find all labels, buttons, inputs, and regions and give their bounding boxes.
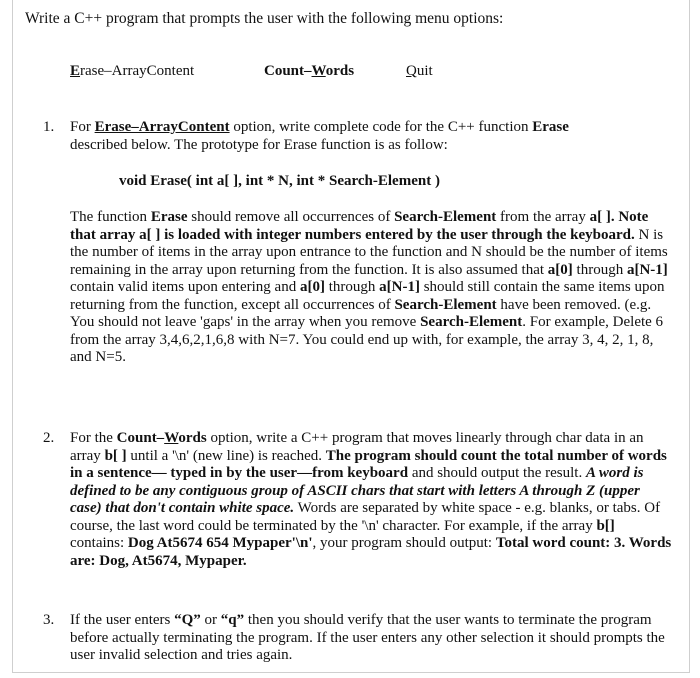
count-label-b: ords [325,63,355,79]
menu-option-count [264,63,354,80]
item1-intro: For Erase–ArrayContent option, write complete code for the C++ function Erase described below. The prototype for Erase function is as follow: [70,119,569,153]
count-words-description: For the Count–Words option, write a C++ program that moves linearly through char data in an array b[ ] until a '\n' (new line) is reached. The program should count the total number of words in a sentence— typed in by the user—from keyboard and should output the result. A word is defined to be any contiguous group of ASCII chars that start with letters A through Z (upper case) that don't contain white space. Words are separated by white space - e.g. blanks, or tabs. Of course, the last word could be terminated by the '\n' character. For example, if the array b[] contains: Dog At5674 654 Mypaper'\n', your program should output: Total word count: 3. Words are: Dog, At5674, Mypaper. [70,430,672,569]
erase-description: The function Erase should remove all occurrences of Search-Element from the array a[ ]. Note that array a[ ] is loaded with integer numbers entered by the user through the keyboard. N is the number of items in the array upon entrance to the function and N should be the number of items remaining in the array upon returning from the function. It is also assumed that a[0] through a[N-1] contain valid items upon entering and a[0] through a[N-1] should still contain the same items upon returning from the function, except all occurrences of Search-Element have been removed. (e.g. You should not leave 'gaps' in the array when you remove Search-Element. For example, Delete 6 from the array 3,4,6,2,1,6,8 with N=7. You could end up with, for example, the array 3, 4, 2, 1, 8, and N=5. [70,209,668,365]
count-label-a: Count– [264,63,312,79]
menu-option-quit [406,63,433,80]
document-page [12,0,690,673]
quit-description: If the user enters “Q” or “q” then you should verify that the user wants to terminate the program before actually terminating the program. If the user enters any other selection it should prompts the user invalid selection and tries again. [70,612,665,663]
intro-text: Write a C++ program that prompts the user with the following menu options: [25,10,504,27]
quit-hotkey: Q [406,63,417,79]
erase-hotkey: E [70,63,81,79]
function-prototype: void Erase( int a[ ], int * N, int * Search-Element ) [119,173,440,189]
item-number: 1. [43,119,55,135]
item-number: 3. [43,612,55,628]
erase-label: rase–ArrayContent [80,63,195,79]
item-number: 2. [43,430,55,446]
erase-function-ref: Erase [532,119,569,135]
menu-option-erase [70,63,194,80]
count-hotkey: W [311,63,326,79]
erase-option-ref: Erase–ArrayContent [94,119,230,135]
quit-label: uit [416,63,433,79]
